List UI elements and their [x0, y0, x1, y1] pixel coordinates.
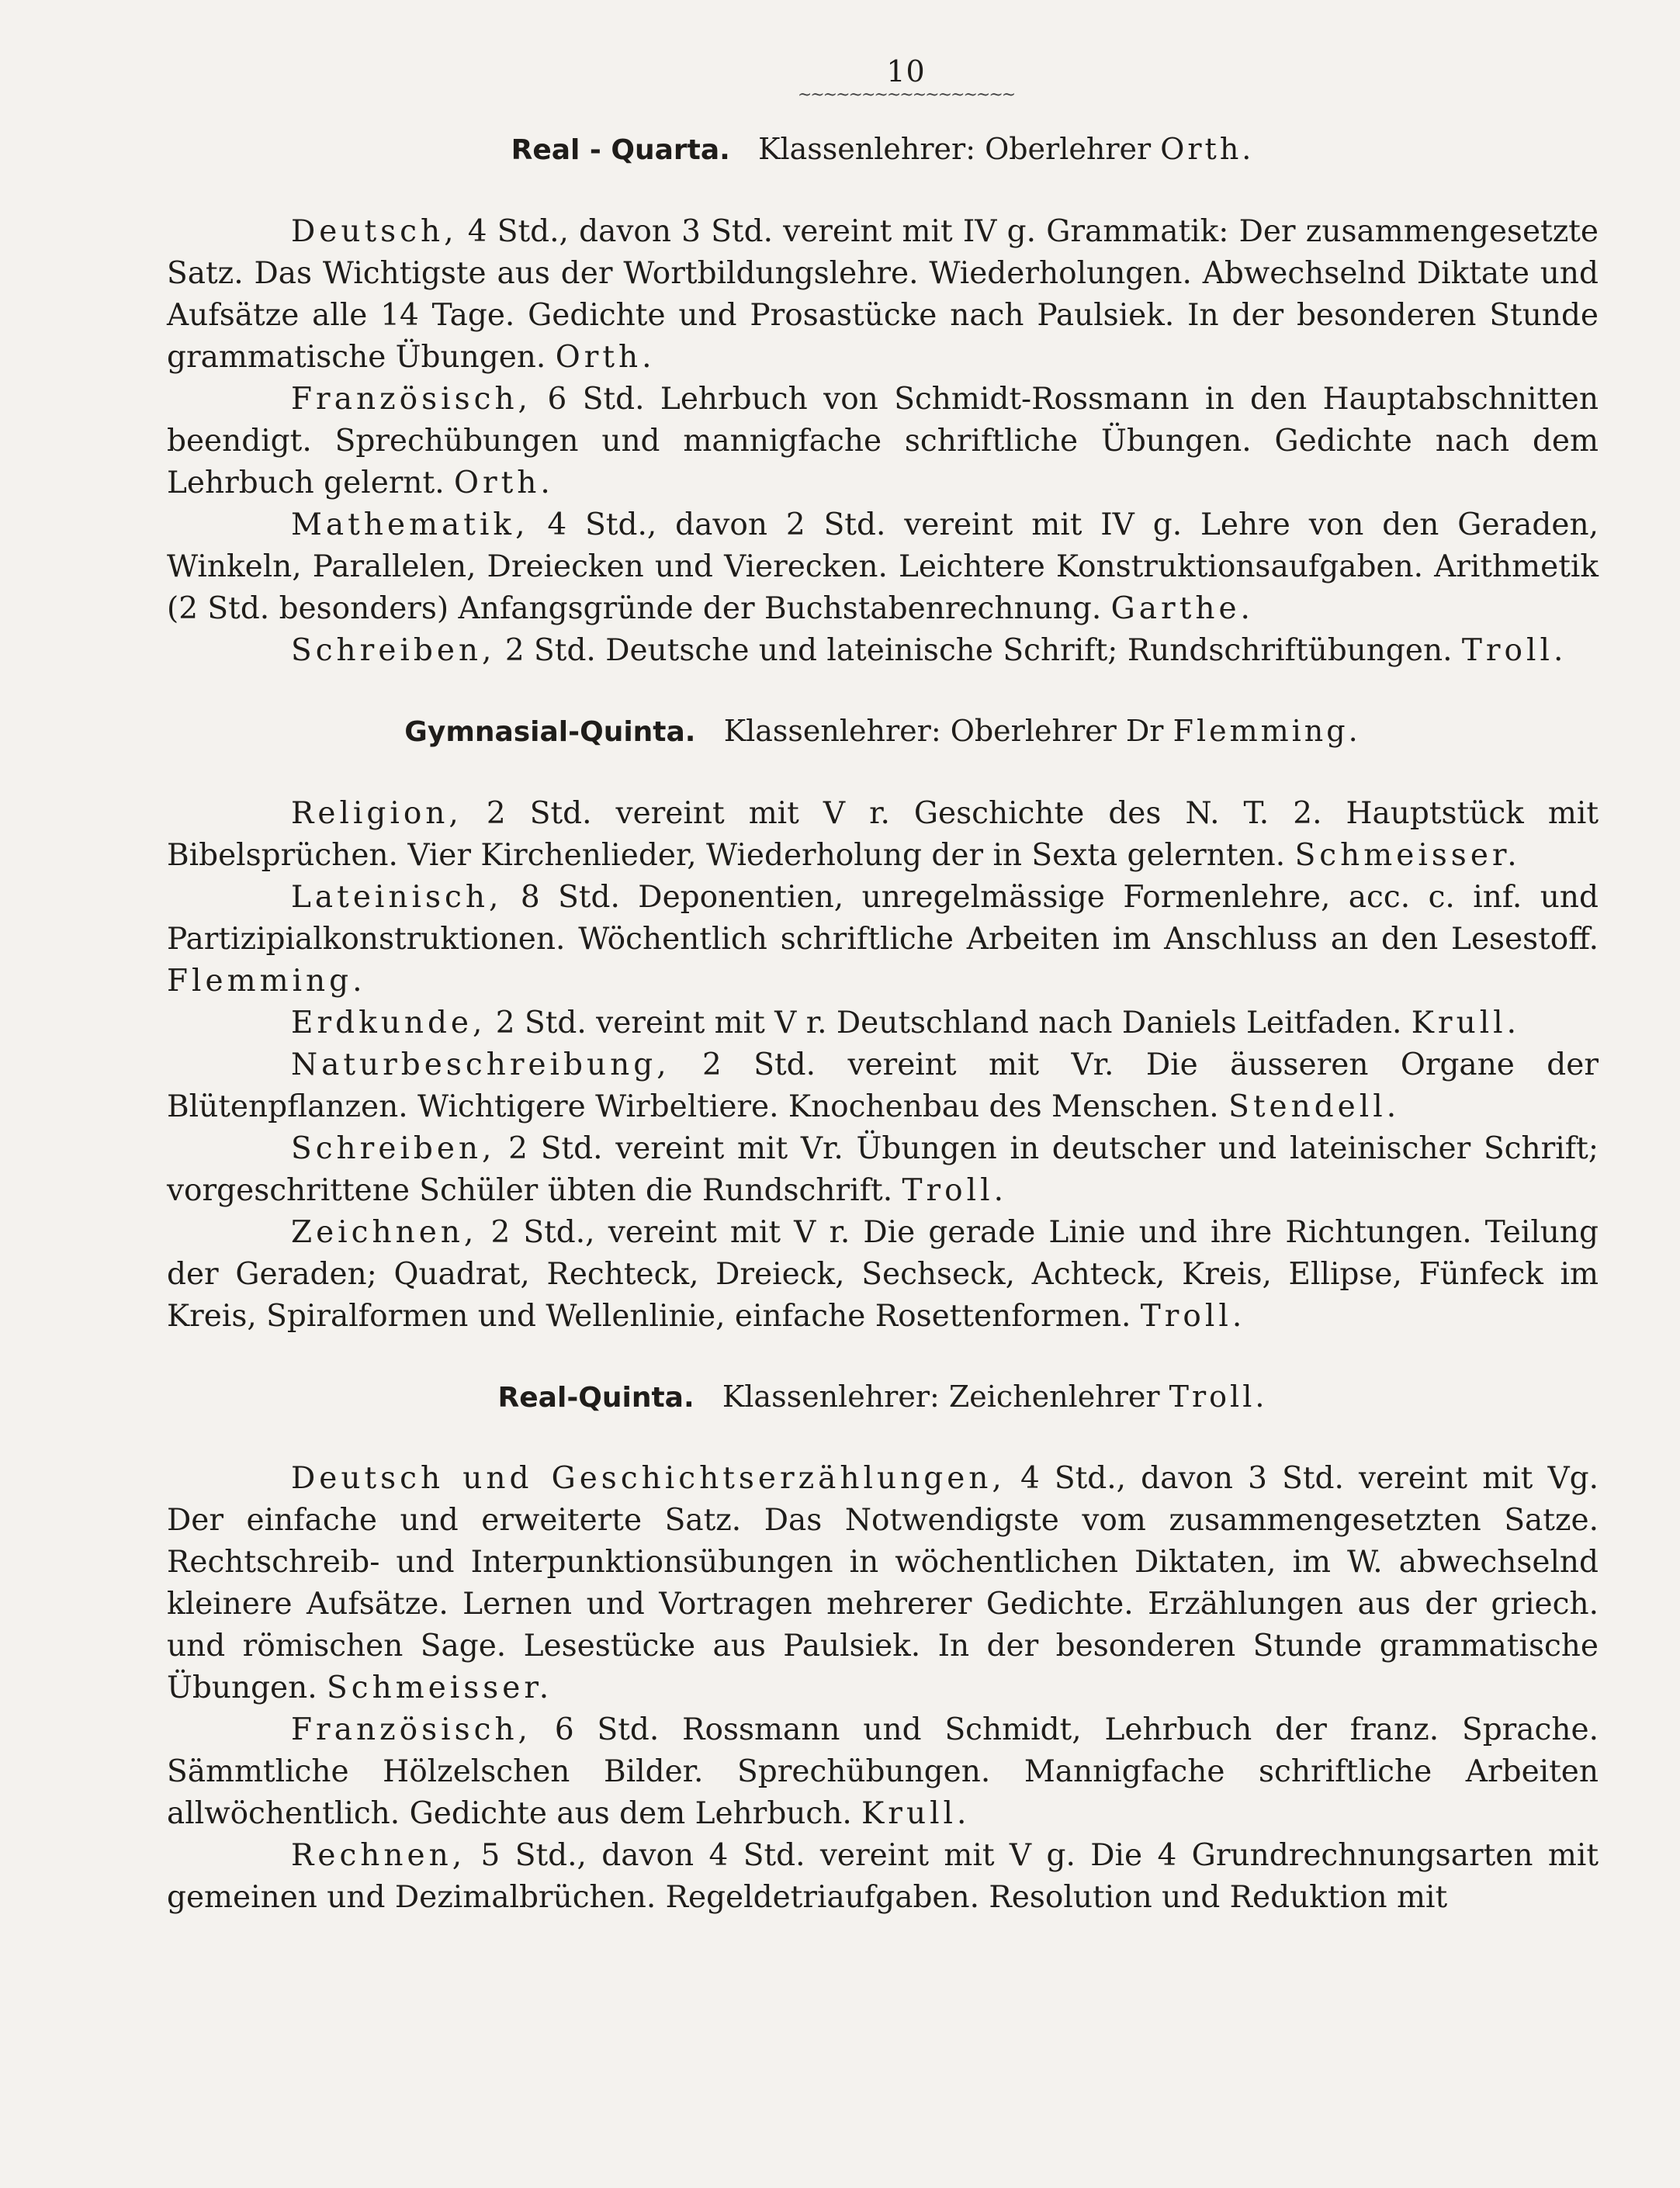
subject-name: Deutsch und Geschichtserzählungen, [291, 1461, 1006, 1497]
subject-name: Französisch, [291, 381, 532, 417]
paragraph [167, 1458, 1599, 1709]
decorative-rule: ~~~~~~~~~~~~~~~~~ [797, 85, 1015, 105]
subject-name: Deutsch, [291, 213, 458, 249]
section-heading-gymnasial-quinta [167, 712, 1599, 751]
teacher-name: Orth. [555, 339, 656, 375]
teacher-name: Orth. [454, 465, 554, 500]
paragraph [167, 1709, 1599, 1835]
section-teacher: Flemming. [1173, 713, 1361, 748]
paragraph [167, 504, 1599, 630]
paragraph-text: 4 Std., davon 3 Std. vereint mit IV g. Grammatik: Der zusammengesetzte Satz. Das Wichtigste aus der Wortbildungslehre. Wiederholungen. Abwechselnd Diktate und Aufsätze alle 14 Tage. Gedichte und Prosastücke nach Paulsiek. In der besonderen Stunde grammatische Übungen. [167, 213, 1599, 375]
paragraph-text: 8 Std. Deponentien, unregelmässige Formenlehre, acc. c. inf. und Partizipialkonstruktionen. Wöchentlich schriftliche Arbeiten im Anschluss an den Lesestoff. [167, 879, 1599, 957]
paragraph [167, 379, 1599, 504]
paragraph [167, 1002, 1599, 1044]
paragraph-text: 2 Std. vereint mit Vr. Übungen in deutscher und lateinischer Schrift; vorgeschrittene Schüler übten die Rundschrift. [167, 1130, 1599, 1208]
section-teacher: Troll. [1169, 1379, 1268, 1414]
subject-name: Schreiben, [291, 1130, 496, 1166]
teacher-name: Schmeisser. [1294, 837, 1521, 873]
paragraph [167, 211, 1599, 379]
paragraph-text: 6 Std. Lehrbuch von Schmidt-Rossmann in den Hauptabschnitten beendigt. Sprechübungen und mannigfache schriftliche Übungen. Gedichte nach dem Lehrbuch gelernt. [167, 381, 1599, 500]
document-page [167, 54, 1599, 1919]
teacher-name: Troll. [1140, 1298, 1246, 1334]
section-name: Real-Quinta. [497, 1381, 695, 1414]
subject-name: Französisch, [291, 1712, 532, 1748]
paragraph-text: 6 Std. Rossmann und Schmidt, Lehrbuch der franz. Sprache. Sämmtliche Hölzelschen Bilder. Sprechübungen. Mannigfache schriftliche Arbeiten allwöchentlich. Gedichte aus dem Lehrbuch. [167, 1712, 1599, 1832]
section-role: Klassenlehrer: Oberlehrer Dr [723, 713, 1164, 748]
paragraph-text: 2 Std. vereint mit Vr. Die äusseren Organe der Blütenpflanzen. Wichtigere Wirbeltiere. Knochenbau des Menschen. [167, 1047, 1599, 1124]
teacher-name: Schmeisser. [327, 1670, 553, 1706]
subject-name: Religion, [291, 795, 462, 831]
paragraph-text: 2 Std. vereint mit V r. Geschichte des N. T. 2. Hauptstück mit Bibelsprüchen. Vier Kirchenlieder, Wiederholung der in Sexta gelernten. [167, 795, 1599, 873]
subject-name: Schreiben, [291, 632, 496, 668]
subject-name: Lateinisch, [291, 879, 503, 915]
paragraph [167, 877, 1599, 1002]
teacher-name: Troll. [902, 1172, 1008, 1208]
paragraph-text: 5 Std., davon 4 Std. vereint mit V g. Die 4 Grundrechnungsarten mit gemeinen und Dezimalbrüchen. Regeldetriaufgaben. Resolution und Reduktion mit [167, 1838, 1599, 1916]
paragraph-text: 4 Std., davon 3 Std. vereint mit Vg. Der einfache und erweiterte Satz. Das Notwendigste vom zusammengesetzten Satze. Rechtschreib- und Interpunktionsübungen in wöchentlichen Diktaten, im W. abwechselnd kleinere Aufsätze. Lernen und Vortragen mehrerer Gedichte. Erzählungen aus der griech. und römischen Sage. Lesestücke aus Paulsiek. In der besonderen Stunde grammatische Übungen. [167, 1461, 1599, 1706]
teacher-name: Krull. [861, 1796, 971, 1832]
page-number: 10 [886, 54, 926, 88]
subject-name: Rechnen, [291, 1838, 466, 1874]
paragraph-text: 2 Std. Deutsche und lateinische Schrift; Rundschriftübungen. [504, 632, 1453, 668]
section-role: Klassenlehrer: Oberlehrer [758, 132, 1152, 166]
section-teacher: Orth. [1160, 132, 1255, 166]
paragraph [167, 1044, 1599, 1128]
subject-name: Zeichnen, [291, 1214, 478, 1250]
section-name: Real - Quarta. [511, 134, 730, 166]
teacher-name: Flemming. [167, 963, 366, 999]
subject-name: Erdkunde, [291, 1005, 487, 1040]
section-name: Gymnasial-Quinta. [404, 715, 696, 748]
section-role: Klassenlehrer: Zeichenlehrer [722, 1379, 1160, 1414]
teacher-name: Stendell. [1228, 1089, 1401, 1124]
section-heading-real-quinta [167, 1378, 1599, 1417]
subject-name: Mathematik, [291, 507, 529, 542]
paragraph [167, 1835, 1599, 1919]
teacher-name: Troll. [1461, 632, 1567, 668]
paragraph-text: 2 Std. vereint mit V r. Deutschland nach Daniels Leitfaden. [495, 1005, 1402, 1040]
paragraph-text: 4 Std., davon 2 Std. vereint mit IV g. Lehre von den Geraden, Winkeln, Parallelen, Dreiecken und Vierecken. Leichtere Konstruktionsaufgaben. Arithmetik (2 Std. besonders) Anfangsgründe der Buchstabenrechnung. [167, 507, 1599, 626]
paragraph [167, 1128, 1599, 1212]
teacher-name: Garthe. [1110, 590, 1254, 626]
paragraph [167, 630, 1599, 672]
teacher-name: Krull. [1411, 1005, 1521, 1040]
section-heading-real-quarta [167, 130, 1599, 169]
paragraph [167, 1212, 1599, 1338]
paragraph [167, 793, 1599, 877]
paragraph-text: 2 Std., vereint mit V r. Die gerade Linie und ihre Richtungen. Teilung der Geraden; Quadrat, Rechteck, Dreieck, Sechseck, Achteck, Kreis, Ellipse, Fünfeck im Kreis, Spiralformen und Wellenlinie, einfache Rosettenformen. [167, 1214, 1599, 1334]
subject-name: Naturbeschreibung, [291, 1047, 670, 1082]
